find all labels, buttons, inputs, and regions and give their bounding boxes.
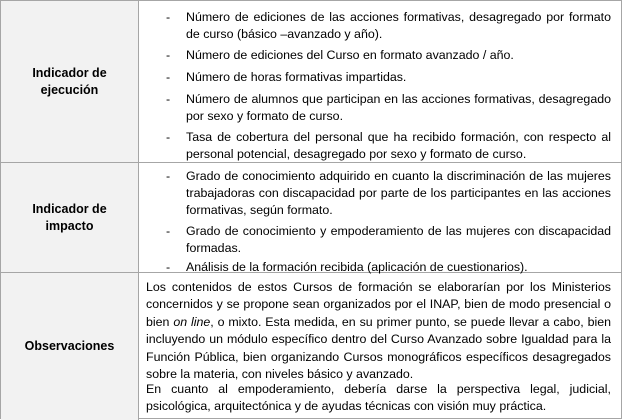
observaciones-paragraph-1 — [146, 279, 611, 383]
row-indicador-impacto — [1, 163, 621, 273]
bullet-text: Número de alumnos que participan en las acciones formativas, desagregado por sexo y formato de curso. — [186, 92, 611, 123]
dash-glyph: - — [166, 70, 171, 84]
paragraph-text: , o mixto. Esta medida, en su primer punto, se puede llevar a cabo, bien incluyendo un módulo específico dentro del Curso Avanzado sobre Igualdad para la Función Pública, bien organizando Cursos monográficos específicos desagregados sobre la materia, con niveles básico y avanzado. — [146, 314, 612, 382]
row-label: Indicador de impacto — [32, 201, 107, 233]
row-observaciones — [1, 273, 621, 420]
bullet-text: Número de horas formativas impartidas. — [186, 70, 407, 84]
dash-glyph: - — [166, 92, 171, 106]
row-label: Observaciones — [24, 339, 115, 353]
paragraph-text: Los contenidos de estos Cursos de formación se elaborarían por los Ministerios concernidos y se propone sean organizados por el INAP, bien de modo presencial o bien — [146, 280, 611, 329]
row-content-cell — [138, 1, 621, 162]
bullet-text: Grado de conocimiento y empoderamiento de las mujeres con discapacidad formadas. — [186, 224, 611, 255]
observaciones-paragraph-2 — [146, 381, 611, 416]
row-label-cell — [1, 1, 139, 162]
dash-glyph: - — [166, 48, 171, 62]
bullet-text: Número de ediciones del Curso en formato avanzado / año. — [186, 48, 514, 62]
row-label-cell — [1, 163, 139, 272]
row-content-cell — [138, 163, 621, 272]
dash-glyph: - — [166, 10, 171, 24]
row-indicador-ejecucion — [1, 1, 621, 163]
row-content-cell — [138, 273, 621, 420]
paragraph-italic-text: on line — [173, 314, 211, 329]
paragraph-text: En cuanto al empoderamiento, debería darse la perspectiva legal, judicial, psicológica, arquitectónica y de ayudas técnicas con visión muy práctica. — [146, 382, 611, 414]
row-label-cell — [1, 273, 139, 420]
bullet-text: Número de ediciones de las acciones formativas, desagregado por formato de curso (básico –avanzado y año). — [186, 10, 611, 41]
dash-glyph: - — [166, 260, 171, 274]
dash-glyph: - — [166, 130, 171, 144]
bullet-text: Tasa de cobertura del personal que ha recibido formación, con respecto al personal potencial, desagregado por sexo y formato de curso. — [186, 130, 611, 161]
dash-glyph: - — [166, 169, 171, 183]
row-label: Indicador de ejecución — [32, 65, 107, 97]
bullet-text: Análisis de la formación recibida (aplicación de cuestionarios). — [186, 260, 528, 274]
bullet-text: Grado de conocimiento adquirido en cuanto la discriminación de las mujeres trabajadoras con discapacidad por parte de los participantes en las acciones formativas, según formato. — [186, 169, 611, 217]
dash-glyph: - — [166, 224, 171, 238]
